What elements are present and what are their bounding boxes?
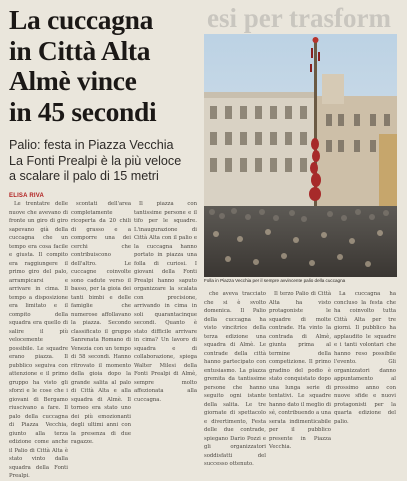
photo-caption: Folla in Piazza Vecchia per il sempre avvincente palio della cuccagna <box>204 278 346 283</box>
headline-line-3: Almè vince <box>9 65 137 96</box>
photo-piazza-vecchia <box>204 34 397 277</box>
column-6-text: La cuccagna ha concluso la festa che ha coinvolto tutta Città Alta per tre giorni. Il pubblico ha applaudito le squadre e i tanti volontari che hanno reso possibile l'evento. Gli organizzatori danno appuntamento al prossimo anno con nuove sfide e nuovi protagonisti per la quarta edizione del palio. <box>334 291 396 425</box>
subhead-line-2: La Fonti Prealpi è la più veloce <box>9 153 182 168</box>
subheadline <box>9 138 204 185</box>
subhead-line-3: a scalare il palo di 15 metri <box>9 169 159 183</box>
headline-line-4: in 45 secondi <box>9 95 157 127</box>
article-column-2 <box>71 200 131 452</box>
article-column-6 <box>334 290 396 452</box>
photo-illustration <box>204 34 397 277</box>
article-column-5 <box>269 290 331 452</box>
column-5-text: Il terzo Palio di Città Alta ha visto protagoniste le squadre di molte contrade. Ha vinto la contrada di Almè, giunta prima al termine della competizione. Il primo gradino del podio è stato conquistato dopo una lunga serie di tentativi. Le squadre hanno dato il meglio di sé, contribuendo a una serata indimenticabile per il pubblico presente in Piazza Vecchia. <box>269 291 331 450</box>
column-2-text: scontati dell'area completamente ricoperta da 20 chili di grasso e a comporre una dei cerchi che contribuiscono dell'altro. Le cuccagne coinvolte sono cadute verso il basso, per la gioia dei tanti bimbi e delle famiglie che numerose affollavano la piazza. Secondo classificato il gruppo Sanrenata Romano di Venezia con un tempo di 58 secondi. Hanno ritrovato il momento della gioia dopo la grande salita al palo di Città Alta e alla squadra di Almè. Il torneo era stato uno dei più emozionanti degli ultimi anni con la presenza di due ragazze. <box>71 201 131 445</box>
headline <box>9 5 209 127</box>
column-4-text: che aveva tracciato che si è svolto domenica. Il Palio della cuccagna ha visto vincitrice della terza edizione una squadra di Almè. Le contrade della città hanno partecipato con entusiasmo. La piazza gremita da tantissime persone che hanno seguito ogni istante della salita. Le tre giornate di spettacolo e divertimento, Festa delle due contrade, spiegano Dario Pozzi e gli organizzatori soddisfatti del successo ottenuto. <box>204 291 266 467</box>
article-column-4 <box>204 290 266 467</box>
byline: ELISA RIVA <box>9 193 45 199</box>
headline-line-1: La cuccagna <box>9 4 154 35</box>
headline-line-2: in Città Alta <box>9 34 151 66</box>
article-column-3 <box>134 200 197 452</box>
adjacent-headline-bleed: esi per trasform <box>207 3 391 33</box>
article-column-1 <box>9 200 68 479</box>
subhead-line-1: Palio: festa in Piazza Vecchia <box>9 138 174 152</box>
column-3-text: Il piazza con tantissime persone e il tifo per le squadre. L'inaugurazione di Città Alta con il palio e la cuccagna hanno portato in piazza una folla di curiosi. I giovani della Fonti Prealpi hanno saputo organizzare la scalata con precisione, arrivando in cima in soli quarantacinque secondi. Quanto è stato difficile arrivare in cima? Un lavoro di squadra e di collaborazione, spiega Walter Milesi della Fonti Prealpi di Almè, sempre molto affezionata alla cuccagna. <box>134 201 197 403</box>
column-1-text: Le trentatre delle nuove che avevano di fronte un giro di giro sapevano già della cuccagna che un tempo era cosa facile e giusta. Il compito era raggiungere il primo giro del palo, arrampicarsi e arrivare in cima. Il tempo a disposizione era limitato e il compito della squadra era quello di salire il più velocemente possibile. Le squadre erano piazza. Il pubblico seguiva con attenzione e il primo gruppo ha visto gli sforzi e le cose che i giovani di Bergamo riuscivano a fare. Il palo della cuccagna di Piazza Vecchia, giunto alla terza edizione come anche il Palio di Città Alta è stato vinto dalla squadra della Fonti Prealpi. <box>9 201 68 479</box>
